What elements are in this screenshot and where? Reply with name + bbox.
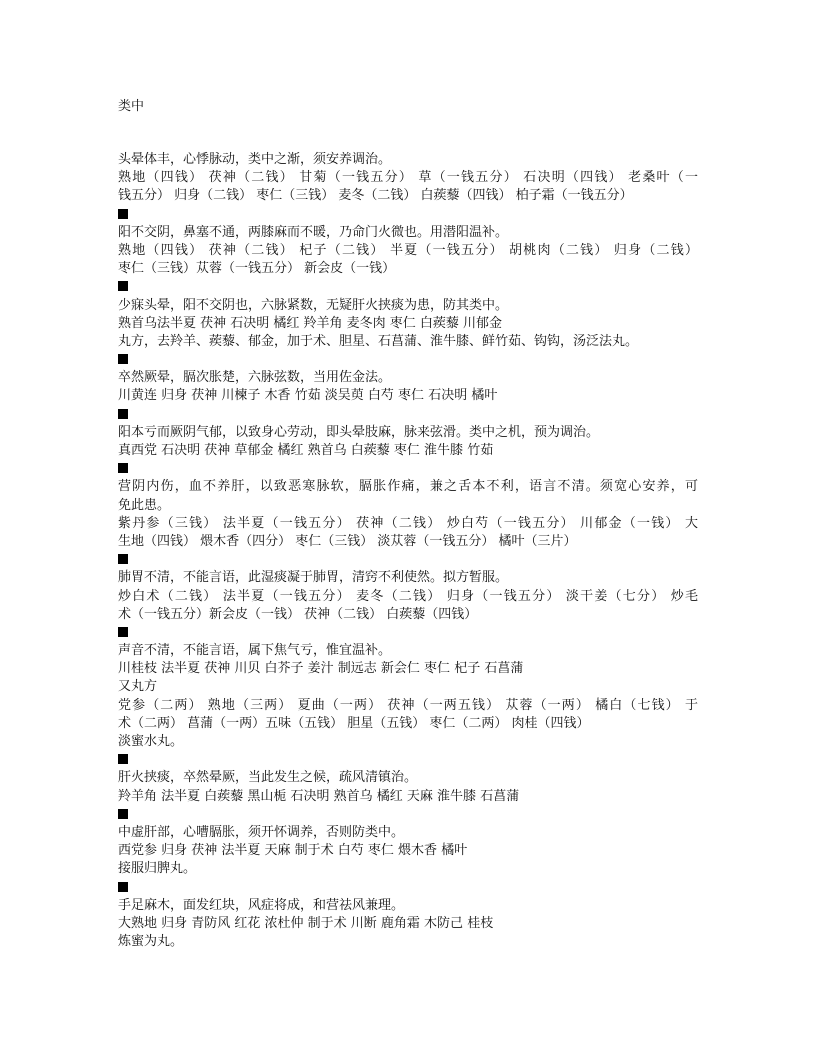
square-bullet-icon — [118, 463, 128, 473]
section-separator — [118, 879, 698, 897]
text-line: 阳本亏而厥阴气郁，以致身心劳动，即头晕肢麻，脉来弦滑。类中之机，预为调治。 — [118, 424, 600, 440]
section-separator — [118, 551, 698, 569]
square-bullet-icon — [118, 554, 128, 564]
text-line: 手足麻木，面发红块，风症将成，和营祛风兼理。 — [118, 897, 405, 913]
section-separator — [118, 406, 698, 424]
text-line: 肺胃不清，不能言语，此湿痰凝于肺胃，清窍不利使然。拟方暂服。 — [118, 570, 509, 586]
square-bullet-icon — [118, 882, 128, 892]
text-line: 川黄连 归身 茯神 川楝子 木香 竹茹 淡吴萸 白芍 枣仁 石决明 橘叶 — [118, 388, 498, 404]
text-line: 卒然厥晕，膈次胀楚，六脉弦数，当用佐金法。 — [118, 370, 392, 386]
text-line: 又丸方 — [118, 679, 158, 695]
text-line: 熟首乌法半夏 茯神 石决明 橘红 羚羊角 麦冬肉 枣仁 白蒺藜 川郁金 — [118, 315, 503, 331]
text-line: 生地（四钱） 煨木香（四分） 枣仁（三钱） 淡苁蓉（一钱五分） 橘叶（三片） — [118, 533, 577, 549]
text-line: 枣仁（三钱）苁蓉（一钱五分） 新会皮（一钱） — [118, 261, 396, 277]
text-line: 淡蜜水丸。 — [118, 734, 184, 749]
section-separator — [118, 624, 698, 642]
square-bullet-icon — [118, 409, 128, 419]
text-line: 羚羊角 法半夏 白蒺藜 黑山栀 石决明 熟首乌 橘红 天麻 淮牛膝 石菖蒲 — [118, 788, 520, 804]
text-line: 钱五分） 归身（二钱） 枣仁（三钱） 麦冬（二钱） 白蒺藜（四钱） 柏子霜（一钱五分） — [118, 188, 633, 204]
section-separator — [118, 206, 698, 224]
text-line: 免此患。 — [118, 497, 171, 513]
document-body — [118, 151, 698, 951]
text-line: 炒白术（二钱） 法半夏（一钱五分） 麦冬（二钱） 归身（一钱五分） 淡干姜（七分） 炒毛 — [118, 588, 698, 604]
square-bullet-icon — [118, 809, 128, 819]
text-line: 熟地（四钱） 茯神（二钱） 甘菊（一钱五分） 草（一钱五分） 石决明（四钱） 老桑叶（一 — [118, 170, 698, 186]
text-line: 肝火挟痰，卒然晕厥，当此发生之候，疏风清镇治。 — [118, 770, 418, 786]
text-line: 中虚肝部，心嘈膈胀，须开怀调养，否则防类中。 — [118, 824, 405, 840]
section-separator — [118, 806, 698, 824]
square-bullet-icon — [118, 281, 128, 291]
text-line: 紫丹参（三钱） 法半夏（一钱五分） 茯神（二钱） 炒白芍（一钱五分） 川郁金（一钱） 大 — [118, 515, 698, 531]
square-bullet-icon — [118, 754, 128, 764]
text-line: 大熟地 归身 青防风 红花 浓杜仲 制于术 川断 鹿角霜 木防己 桂枝 — [118, 915, 494, 931]
section-separator — [118, 351, 698, 369]
text-line: 熟地（四钱） 茯神（二钱） 杞子（二钱） 半夏（一钱五分） 胡桃肉（二钱） 归身（二钱） — [118, 242, 698, 258]
text-line: 声音不清，不能言语，属下焦气亏，惟宜温补。 — [118, 643, 392, 659]
text-line: 接服归脾丸。 — [118, 861, 197, 877]
text-line: 西党参 归身 茯神 法半夏 天麻 制于术 白芍 枣仁 煨木香 橘叶 — [118, 843, 468, 859]
text-line: 炼蜜为丸。 — [118, 934, 184, 950]
square-bullet-icon — [118, 209, 128, 219]
square-bullet-icon — [118, 354, 128, 364]
square-bullet-icon — [118, 627, 128, 637]
text-line: 术（一钱五分）新会皮（一钱） 茯神（二钱） 白蒺藜（四钱） — [118, 606, 478, 622]
text-line: 营阴内伤，血不养肝，以致恶寒脉软，膈胀作痛，兼之舌本不利，语言不清。须宽心安养，可 — [118, 479, 698, 495]
section-separator — [118, 278, 698, 296]
section-title: 类中 — [118, 99, 145, 114]
text-line: 丸方，去羚羊、蒺藜、郁金，加于术、胆星、石菖蒲、淮牛膝、鲜竹茹、钩钩，汤泛法丸。 — [118, 333, 639, 349]
text-line: 头晕体丰，心悸脉动，类中之渐，须安养调治。 — [118, 152, 392, 167]
text-line: 川桂枝 法半夏 茯神 川贝 白芥子 姜汁 制远志 新会仁 枣仁 杞子 石菖蒲 — [118, 661, 524, 677]
text-line: 少寐头晕，阳不交阴也，六脉紧数，无疑肝火挟痰为患，防其类中。 — [118, 297, 509, 313]
section-separator — [118, 460, 698, 478]
text-line: 阳不交阴，鼻塞不通，两膝麻而不暖，乃命门火微也。用潜阳温补。 — [118, 224, 509, 240]
text-line: 党参（二两） 熟地（三两） 夏曲（一两） 茯神（一两五钱） 苁蓉（一两） 橘白（七钱） 于 — [118, 697, 698, 713]
text-line: 术（二两） 菖蒲（一两）五味（五钱） 胆星（五钱） 枣仁（二两） 肉桂（四钱） — [118, 715, 590, 731]
section-separator — [118, 751, 698, 769]
text-line: 真西党 石决明 茯神 草郁金 橘红 熟首乌 白蒺藜 枣仁 淮牛膝 竹茹 — [118, 443, 494, 458]
